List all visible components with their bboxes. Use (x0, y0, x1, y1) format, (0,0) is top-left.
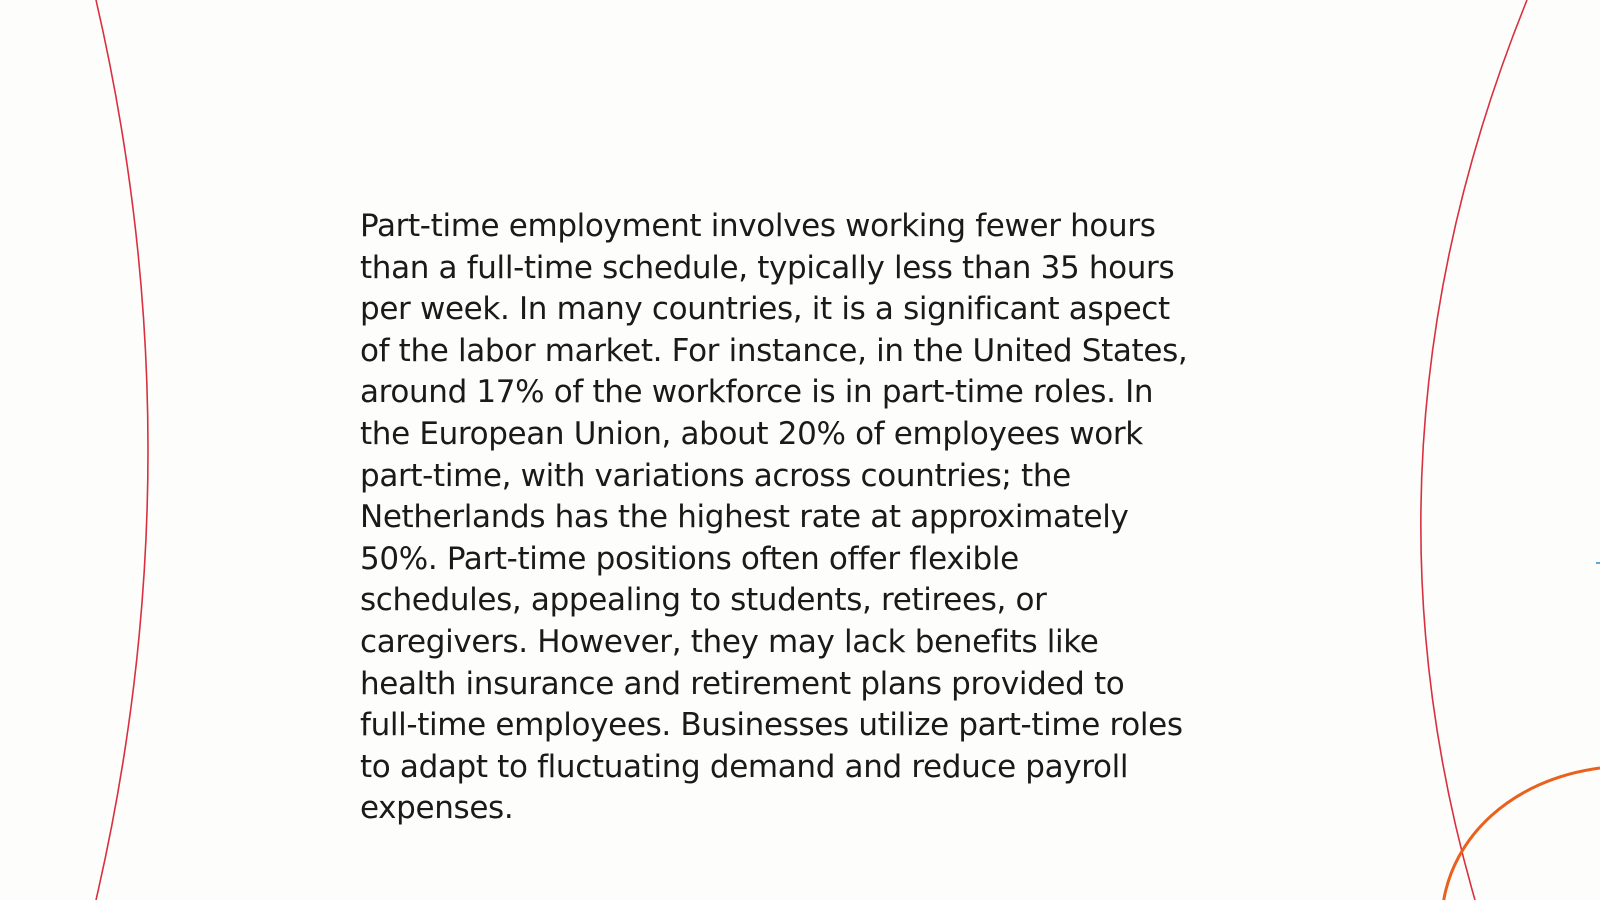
body-line: expenses. (360, 790, 514, 827)
body-line: than a full-time schedule, typically less than 35 hours (360, 249, 1175, 286)
body-line: the European Union, about 20% of employees work (360, 415, 1143, 452)
body-line: schedules, appealing to students, retirees, or (360, 582, 1047, 619)
body-line: full-time employees. Businesses utilize part-time roles (360, 707, 1183, 744)
body-line: Netherlands has the highest rate at approximately (360, 499, 1129, 536)
body-line: per week. In many countries, it is a significant aspect (360, 291, 1170, 328)
body-line: 50%. Part-time positions often offer flexible (360, 540, 1019, 577)
body-paragraph (360, 206, 1260, 830)
body-line: caregivers. However, they may lack benefits like (360, 623, 1099, 660)
orange-accent-arc (1443, 768, 1600, 900)
body-line: of the labor market. For instance, in the United States, (360, 332, 1188, 369)
body-line: to adapt to fluctuating demand and reduce payroll (360, 748, 1129, 785)
body-line: part-time, with variations across countries; the (360, 457, 1071, 494)
body-line: Part-time employment involves working fewer hours (360, 208, 1156, 244)
right-curve-line (1421, 0, 1527, 900)
left-curve-line (96, 0, 148, 900)
body-line: health insurance and retirement plans provided to (360, 665, 1125, 702)
body-line: around 17% of the workforce is in part-time roles. In (360, 374, 1154, 411)
